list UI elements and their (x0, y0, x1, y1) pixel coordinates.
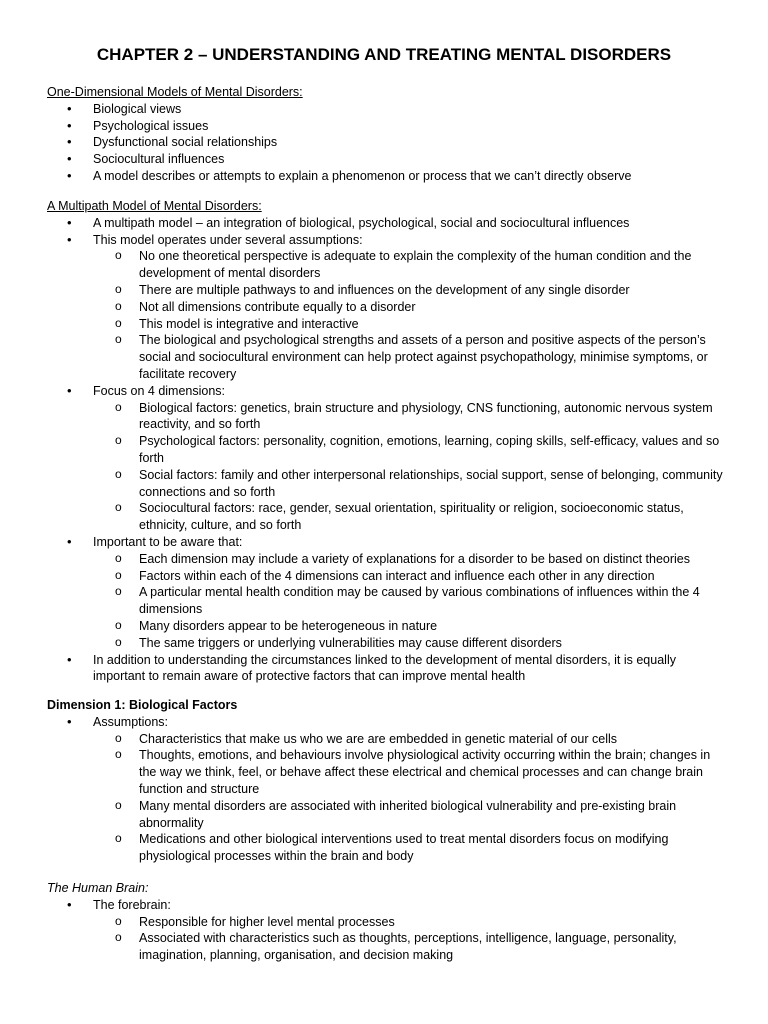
sub-list-item: o There are multiple pathways to and influences on the development of any single disorder (93, 282, 727, 299)
sub-list-item: o Responsible for higher level mental processes (93, 914, 727, 931)
sub-list (93, 248, 727, 382)
sub-list-item: o Characteristics that make us who we are are embedded in genetic material of our cells (93, 731, 727, 748)
sub-list-item: o Medications and other biological interventions used to treat mental disorders focus on modifying physiological processes within the brain and body (93, 831, 727, 865)
sub-list-item: o Many disorders appear to be heterogeneous in nature (93, 618, 727, 635)
sub-list-item: o The biological and psychological strengths and assets of a person and positive aspects of the person’s social and sociocultural environment can help protect against psychopathology, minimise symptoms, or facilitate recovery (93, 332, 727, 382)
list-item: • Focus on 4 dimensions: o Biological factors: genetics, brain structure and physiology, CNS functioning, autonomic nervous system reactivity, and so forth o Psychological factors: personality, cognition, emotions, learning, coping skills, self-efficacy, values and so forth o Social factors: family and other interpersonal relationships, social support, sense of belonging, community connections and so forth o Sociocultural factors: race, gender, sexual orientation, spirituality or religion, socioeconomic status, ethnicity, culture, and so forth (47, 383, 727, 534)
list-item: • Sociocultural influences (47, 151, 727, 168)
sub-list-item: o Social factors: family and other interpersonal relationships, social support, sense of belonging, community connections and so forth (93, 467, 727, 501)
list-item: • In addition to understanding the circumstances linked to the development of mental disorders, it is equally important to remain aware of protective factors that can improve mental health (47, 652, 727, 686)
sub-list-item: o Many mental disorders are associated with inherited biological vulnerability and pre-existing brain abnormality (93, 798, 727, 832)
sub-list (93, 400, 727, 534)
section-one-dimensional-models (47, 84, 727, 185)
section-human-brain (47, 880, 727, 964)
sub-list-item: o A particular mental health condition may be caused by various combinations of influences within the 4 dimensions (93, 584, 727, 618)
section-multipath-model (47, 198, 727, 685)
list-item: • Dysfunctional social relationships (47, 134, 727, 151)
sub-list-item: o Not all dimensions contribute equally to a disorder (93, 299, 727, 316)
list-item: • This model operates under several assumptions: o No one theoretical perspective is adequate to explain the complexity of the human condition and the development of mental disorders o There are multiple pathways to and influences on the development of any single disorder o Not all dimensions contribute equally to a disorder o This model is integrative and interactive o The biological and psychological strengths and assets of a person and positive aspects of the person’s social and sociocultural environment can help protect against psychopathology, minimise symptoms, or facilitate recovery (47, 232, 727, 383)
list-item: • Biological views (47, 101, 727, 118)
section-biological-factors (47, 697, 727, 865)
sub-list-item: o This model is integrative and interactive (93, 316, 727, 333)
list-item: • Important to be aware that: o Each dimension may include a variety of explanations for a disorder to be based on distinct theories o Factors within each of the 4 dimensions can interact and influence each other in any direction o A particular mental health condition may be caused by various combinations of influences within the 4 dimensions o Many disorders appear to be heterogeneous in nature o The same triggers or underlying vulnerabilities may cause different disorders (47, 534, 727, 652)
sub-list-item: o Factors within each of the 4 dimensions can interact and influence each other in any direction (93, 568, 727, 585)
sub-list (93, 731, 727, 865)
section-heading: The Human Brain: (47, 881, 149, 895)
sub-list-item: o Each dimension may include a variety of explanations for a disorder to be based on distinct theories (93, 551, 727, 568)
bullet-list (47, 897, 727, 964)
sub-list-item: o No one theoretical perspective is adequate to explain the complexity of the human condition and the development of mental disorders (93, 248, 727, 282)
sub-list-item: o Thoughts, emotions, and behaviours involve physiological activity occurring within the brain; changes in the way we think, feel, or behave affect these electrical and chemical processes and can change brain function and structure (93, 747, 727, 797)
sub-list-item: o Associated with characteristics such as thoughts, perceptions, intelligence, language, personality, imagination, planning, organisation, and decision making (93, 930, 727, 964)
sub-list-item: o Sociocultural factors: race, gender, sexual orientation, spirituality or religion, socioeconomic status, ethnicity, culture, and so forth (93, 500, 727, 534)
list-item: • Assumptions: o Characteristics that make us who we are are embedded in genetic material of our cells o Thoughts, emotions, and behaviours involve physiological activity occurring within the brain; changes in the way we think, feel, or behave affect these electrical and chemical processes and can change brain function and structure o Many mental disorders are associated with inherited biological vulnerability and pre-existing brain abnormality o Medications and other biological interventions used to treat mental disorders focus on modifying physiological processes within the brain and body (47, 714, 727, 865)
sub-list (93, 551, 727, 652)
page-title: CHAPTER 2 – UNDERSTANDING AND TREATING MENTAL DISORDERS (96, 45, 672, 64)
sub-list-item: o The same triggers or underlying vulnerabilities may cause different disorders (93, 635, 727, 652)
sub-list-item: o Psychological factors: personality, cognition, emotions, learning, coping skills, self-efficacy, values and so forth (93, 433, 727, 467)
list-item: • The forebrain: o Responsible for higher level mental processes o Associated with characteristics such as thoughts, perceptions, intelligence, language, personality, imagination, planning, organisation, and decision making (47, 897, 727, 964)
section-heading: A Multipath Model of Mental Disorders: (47, 199, 262, 213)
sub-list (93, 914, 727, 964)
bullet-list (47, 714, 727, 865)
list-item: • Psychological issues (47, 118, 727, 135)
list-item: • A model describes or attempts to explain a phenomenon or process that we can’t directly observe (47, 168, 727, 185)
bullet-list (47, 215, 727, 685)
list-item: • A multipath model – an integration of biological, psychological, social and sociocultural influences (47, 215, 727, 232)
section-heading: Dimension 1: Biological Factors (47, 698, 238, 712)
sub-list-item: o Biological factors: genetics, brain structure and physiology, CNS functioning, autonomic nervous system reactivity, and so forth (93, 400, 727, 434)
bullet-list (47, 101, 727, 185)
section-heading: One-Dimensional Models of Mental Disorders: (47, 85, 303, 99)
